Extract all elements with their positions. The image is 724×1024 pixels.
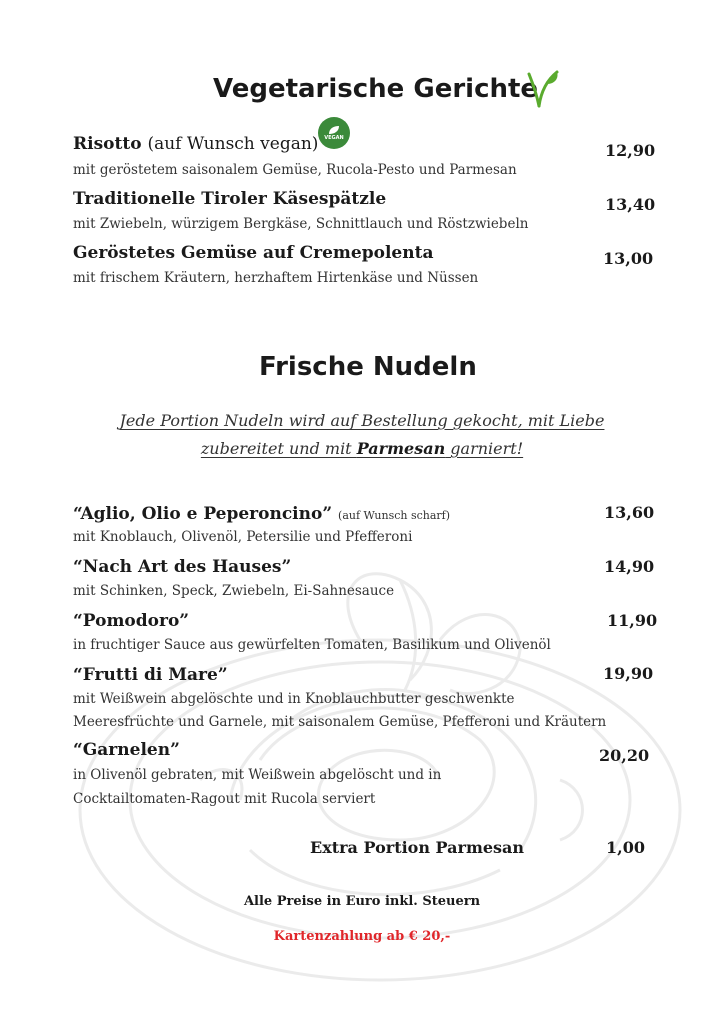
item-option-note: (auf Wunsch scharf) <box>338 509 451 522</box>
menu-item-price: 13,40 <box>605 195 656 214</box>
menu-item-name: “Aglio, Olio e Peperoncino” (auf Wunsch scharf) <box>73 504 451 524</box>
menu-item-description: in Olivenöl gebraten, mit Weißwein abgelöscht und in <box>73 767 442 783</box>
vegan-badge-icon: VEGAN <box>318 117 350 149</box>
menu-item-description: Meeresfrüchte und Garnele, mit saisonalem Gemüse, Pfefferoni und Kräutern <box>73 714 607 730</box>
menu-item-price: 19,90 <box>603 664 654 683</box>
vegetarian-section-title: Vegetarische Gerichte <box>213 74 539 104</box>
item-option-note: (auf Wunsch vegan) <box>147 134 319 154</box>
menu-item-name: Traditionelle Tiroler Käsespätzle <box>73 189 387 209</box>
menu-item-name: “Pomodoro” <box>73 611 190 631</box>
menu-item-name: Geröstetes Gemüse auf Cremepolenta <box>73 243 434 263</box>
menu-item-name: “Frutti di Mare” <box>73 665 228 685</box>
extra-parmesan-label: Extra Portion Parmesan <box>310 838 525 857</box>
menu-item-name: “Garnelen” <box>73 740 180 760</box>
extra-parmesan-price: 1,00 <box>606 838 645 857</box>
menu-item-price: 14,90 <box>604 557 655 576</box>
menu-item-description: mit Schinken, Speck, Zwiebeln, Ei-Sahnesauce <box>73 583 395 599</box>
menu-item-name: Risotto (auf Wunsch vegan) <box>73 134 319 154</box>
pasta-section-title: Frische Nudeln <box>259 352 477 382</box>
menu-item-name: “Nach Art des Hauses” <box>73 557 292 577</box>
menu-item-description: mit frischem Kräutern, herzhaftem Hirtenkäse und Nüssen <box>73 270 479 286</box>
prices-note: Alle Preise in Euro inkl. Steuern <box>243 894 481 909</box>
menu-item-description: mit Zwiebeln, würzigem Bergkäse, Schnittlauch und Röstzwiebeln <box>73 216 529 232</box>
menu-item-price: 11,90 <box>607 611 658 630</box>
menu-item-description: in fruchtiger Sauce aus gewürfelten Tomaten, Basilikum und Olivenöl <box>73 637 551 653</box>
menu-item-price: 12,90 <box>605 141 656 160</box>
pasta-intro-line-2: zubereitet und mit Parmesan garniert! <box>200 439 524 458</box>
menu-item-description: mit Knoblauch, Olivenöl, Petersilie und Pfefferoni <box>73 529 413 545</box>
menu-item-price: 13,00 <box>603 249 654 268</box>
menu-item-description: mit Weißwein abgelöschte und in Knoblauchbutter geschwenkte <box>73 691 515 707</box>
menu-item-price: 13,60 <box>604 503 655 522</box>
menu-item-description: mit geröstetem saisonalem Gemüse, Rucola-Pesto und Parmesan <box>73 162 517 178</box>
pasta-intro-line-1: Jede Portion Nudeln wird auf Bestellung gekocht, mit Liebe <box>119 411 605 430</box>
menu-item-description: Cocktailtomaten-Ragout mit Rucola serviert <box>73 791 376 807</box>
card-payment-note: Kartenzahlung ab € 20,- <box>273 929 451 944</box>
leaf-icon <box>525 68 563 110</box>
menu-item-price: 20,20 <box>599 746 650 765</box>
